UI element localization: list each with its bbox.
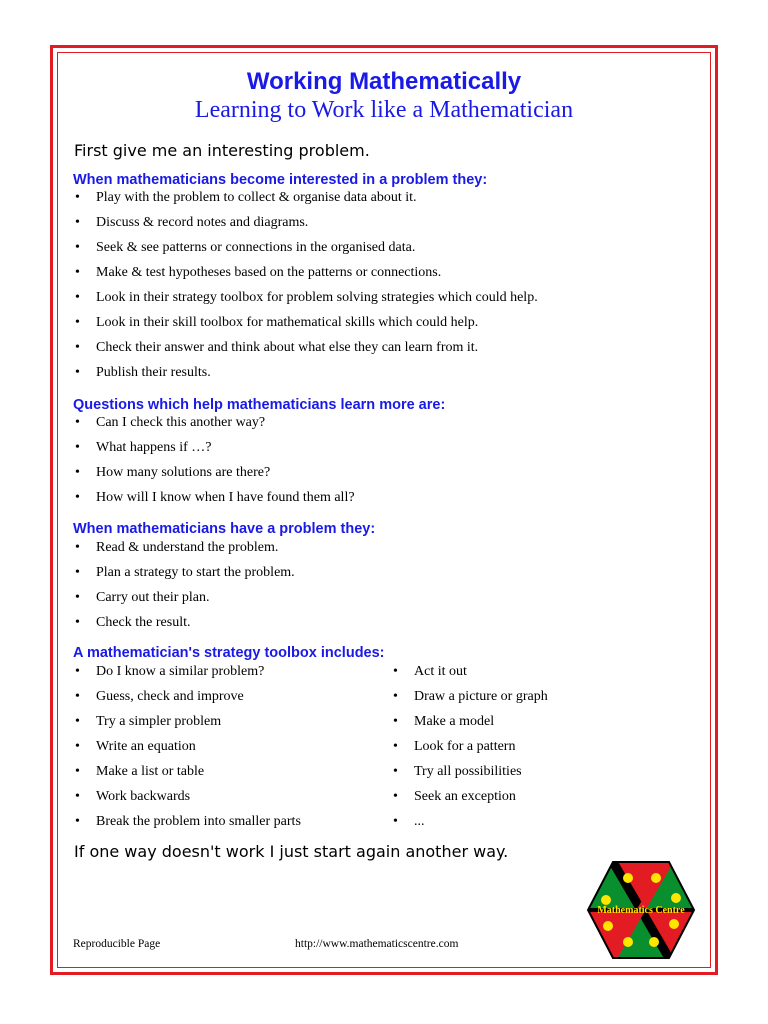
section-heading-interested: When mathematicians become interested in a problem they: xyxy=(73,172,488,188)
list-questions xyxy=(73,414,355,514)
list-toolbox-left xyxy=(73,663,301,838)
list-item: • Work backwards xyxy=(73,788,301,813)
list-item: • Write an equation xyxy=(73,738,301,763)
list-item: • Seek an exception xyxy=(391,788,548,813)
list-item: • Look for a pattern xyxy=(391,738,548,763)
list-item: • Do I know a similar problem? xyxy=(73,663,301,688)
list-item: • Can I check this another way? xyxy=(73,414,355,439)
list-interested xyxy=(73,189,538,389)
list-item: • Make a model xyxy=(391,713,548,738)
section-heading-problem: When mathematicians have a problem they: xyxy=(73,521,376,537)
logo-text: Mathematics Centre xyxy=(597,905,685,916)
list-item: • Look in their skill toolbox for mathematical skills which could help. xyxy=(73,314,538,339)
list-item: • What happens if …? xyxy=(73,439,355,464)
footer-reproducible: Reproducible Page xyxy=(73,938,161,950)
list-item: • Make a list or table xyxy=(73,763,301,788)
list-item: • Break the problem into smaller parts xyxy=(73,813,301,838)
list-item: • Try all possibilities xyxy=(391,763,548,788)
list-item: • Read & understand the problem. xyxy=(73,539,295,564)
list-item: • Check the result. xyxy=(73,614,295,639)
footer-url: http://www.mathematicscentre.com xyxy=(295,938,459,950)
list-item: • Play with the problem to collect & organise data about it. xyxy=(73,189,538,214)
list-item: • Carry out their plan. xyxy=(73,589,295,614)
list-item: • Look in their strategy toolbox for problem solving strategies which could help. xyxy=(73,289,538,314)
list-item: • How will I know when I have found them all? xyxy=(73,489,355,514)
list-item: • Plan a strategy to start the problem. xyxy=(73,564,295,589)
list-item: • Draw a picture or graph xyxy=(391,688,548,713)
outro-text: If one way doesn't work I just start again another way. xyxy=(74,842,509,861)
list-item: • ... xyxy=(391,813,548,838)
section-heading-toolbox: A mathematician's strategy toolbox includes: xyxy=(73,645,385,661)
page-title: Working Mathematically xyxy=(246,68,522,95)
list-item: • How many solutions are there? xyxy=(73,464,355,489)
list-item: • Act it out xyxy=(391,663,548,688)
list-item: • Publish their results. xyxy=(73,364,538,389)
list-item: • Try a simpler problem xyxy=(73,713,301,738)
list-item: • Seek & see patterns or connections in the organised data. xyxy=(73,239,538,264)
list-item: • Check their answer and think about what else they can learn from it. xyxy=(73,339,538,364)
list-item: • Make & test hypotheses based on the patterns or connections. xyxy=(73,264,538,289)
section-heading-questions: Questions which help mathematicians learn more are: xyxy=(73,397,446,413)
list-item: • Guess, check and improve xyxy=(73,688,301,713)
mathematics-centre-logo xyxy=(586,860,696,960)
list-problem xyxy=(73,539,295,639)
list-toolbox-right xyxy=(391,663,548,838)
intro-text: First give me an interesting problem. xyxy=(74,141,370,160)
list-item: • Discuss & record notes and diagrams. xyxy=(73,214,538,239)
page-subtitle: Learning to Work like a Mathematician xyxy=(194,97,574,123)
